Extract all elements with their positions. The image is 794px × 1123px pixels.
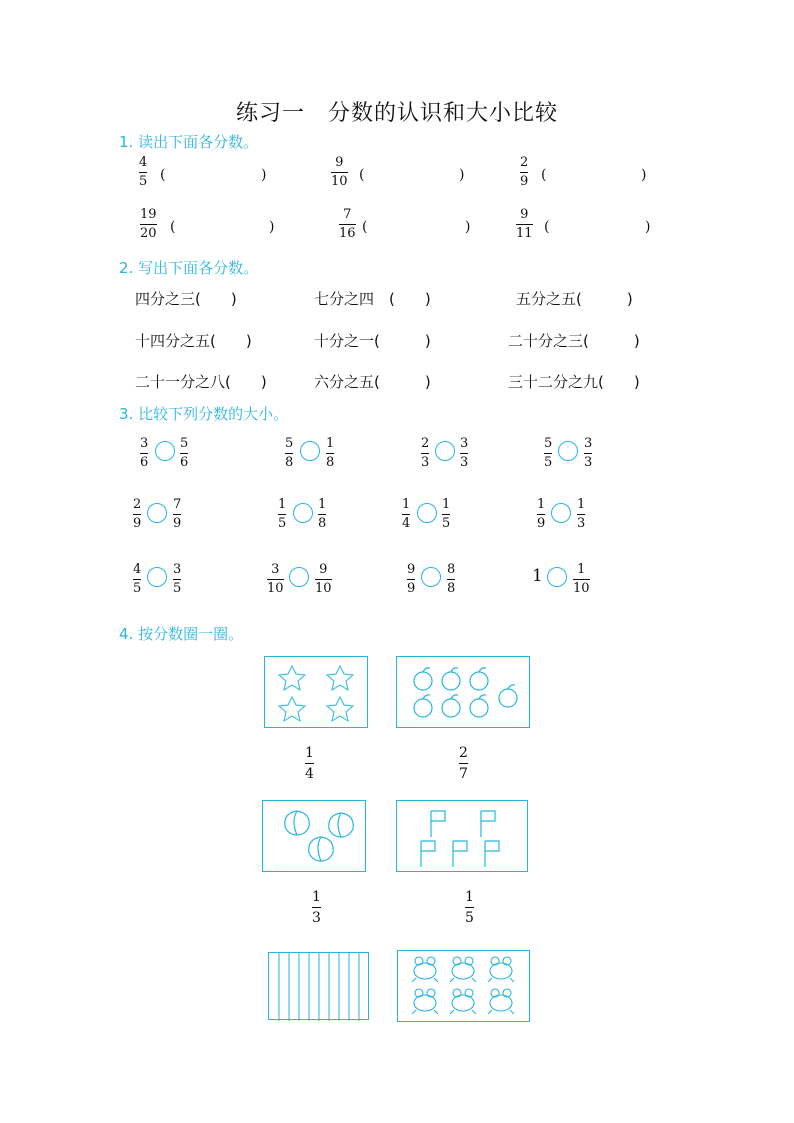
frogs-box[interactable] (397, 950, 530, 1022)
question-4-label: 4. 按分数圈一圈。 (119, 625, 244, 643)
q3-compare-circle-9[interactable] (147, 567, 167, 587)
q1-blank-2-close: ) (459, 167, 465, 183)
q3-compare-circle-4[interactable] (558, 441, 578, 461)
stars-box[interactable] (264, 656, 368, 728)
q1-blank-6-open[interactable]: ( (544, 219, 550, 235)
q2-item-2[interactable]: 七分之四 ( ) (314, 290, 431, 308)
q1-fraction-6: 9 11 (516, 207, 533, 241)
peach-icon (285, 811, 354, 861)
q3-compare-circle-1[interactable] (155, 441, 175, 461)
q3-pair-11-right: 8 8 (447, 562, 456, 596)
q3-pair-9-right: 3 5 (173, 562, 182, 596)
q3-pair-9-left: 4 5 (133, 562, 142, 596)
q3-pair-10-left: 3 10 (267, 562, 284, 596)
q1-fraction-5: 7 16 (339, 207, 356, 241)
q1-fraction-3: 2 9 (520, 155, 529, 189)
star-icon-group (265, 657, 369, 729)
q1-fraction-2: 9 10 (331, 155, 348, 189)
q3-pair-7-right: 1 5 (442, 497, 451, 531)
question-1-label: 1. 读出下面各分数。 (119, 133, 259, 151)
q4-fraction-3: 1 3 (312, 889, 321, 926)
peaches-box[interactable] (262, 800, 366, 872)
q3-compare-circle-12[interactable] (547, 567, 567, 587)
q1-blank-3-open[interactable]: ( (541, 167, 547, 183)
flag-icon-group (397, 801, 529, 873)
q3-pair-8-left: 1 9 (537, 497, 546, 531)
q3-pair-8-right: 1 3 (577, 497, 586, 531)
q1-blank-4-close: ) (269, 219, 275, 235)
q1-fraction-1: 4 5 (139, 155, 148, 189)
q3-compare-circle-3[interactable] (435, 441, 455, 461)
q3-compare-circle-6[interactable] (293, 503, 313, 523)
q3-pair-1-left: 3 6 (140, 436, 149, 470)
q3-pair-12-right: 1 10 (573, 562, 590, 596)
apple-icon-group (397, 657, 531, 729)
q3-pair-3-left: 2 3 (421, 436, 430, 470)
q1-blank-1-open[interactable]: ( (160, 167, 166, 183)
q2-item-8[interactable]: 六分之五( ) (314, 373, 431, 391)
q1-blank-3-close: ) (641, 167, 647, 183)
q3-pair-2-left: 5 8 (285, 436, 294, 470)
q3-pair-6-left: 1 5 (278, 497, 287, 531)
flags-box[interactable] (396, 800, 528, 872)
q3-pair-7-left: 1 4 (402, 497, 411, 531)
frog-icon-group (398, 951, 531, 1023)
q1-blank-6-close: ) (645, 219, 651, 235)
page-title: 练习一 分数的认识和大小比较 (235, 101, 558, 126)
apples-box[interactable] (396, 656, 530, 728)
q3-compare-circle-5[interactable] (147, 503, 167, 523)
q3-compare-circle-8[interactable] (551, 503, 571, 523)
question-2-label: 2. 写出下面各分数。 (119, 259, 259, 277)
q3-compare-circle-7[interactable] (417, 503, 437, 523)
stick-icon-group (269, 953, 370, 1021)
q3-pair-2-right: 1 8 (326, 436, 335, 470)
q3-compare-circle-10[interactable] (289, 567, 309, 587)
q4-fraction-4: 1 5 (465, 889, 474, 926)
q1-blank-5-close: ) (465, 219, 471, 235)
q3-pair-1-right: 5 6 (180, 436, 189, 470)
q4-fraction-2: 2 7 (459, 745, 468, 782)
q3-pair-4-right: 3 3 (584, 436, 593, 470)
q2-item-6[interactable]: 二十分之三( ) (508, 332, 640, 350)
q2-item-1[interactable]: 四分之三( ) (135, 290, 237, 308)
q2-item-7[interactable]: 二十一分之八( ) (135, 373, 267, 391)
question-3-label: 3. 比较下列分数的大小。 (119, 405, 289, 423)
star-icon (279, 666, 353, 721)
q1-blank-4-open[interactable]: ( (170, 219, 176, 235)
sticks-box[interactable] (268, 952, 369, 1020)
peach-icon-group (263, 801, 367, 873)
q3-pair-6-right: 1 8 (318, 497, 327, 531)
q3-pair-10-right: 9 10 (315, 562, 332, 596)
q3-pair-12-left-whole: 1 (532, 566, 543, 586)
q3-pair-3-right: 3 3 (460, 436, 469, 470)
q1-blank-5-open[interactable]: ( (362, 219, 368, 235)
q3-compare-circle-11[interactable] (421, 567, 441, 587)
q4-fraction-1: 1 4 (305, 745, 314, 782)
q3-compare-circle-2[interactable] (300, 441, 320, 461)
q3-pair-5-left: 2 9 (133, 497, 142, 531)
q2-item-5[interactable]: 十分之一( ) (314, 332, 431, 350)
apple-icon (414, 668, 517, 717)
q1-fraction-4: 19 20 (140, 207, 157, 241)
q1-blank-2-open[interactable]: ( (359, 167, 365, 183)
q3-pair-5-right: 7 9 (173, 497, 182, 531)
q3-pair-4-left: 5 5 (544, 436, 553, 470)
q2-item-4[interactable]: 十四分之五( ) (135, 332, 252, 350)
frog-icon (412, 957, 514, 1014)
flag-icon (421, 811, 499, 867)
q3-pair-11-left: 9 9 (407, 562, 416, 596)
q2-item-9[interactable]: 三十二分之九( ) (508, 373, 640, 391)
q1-blank-1-close: ) (261, 167, 267, 183)
q2-item-3[interactable]: 五分之五( ) (516, 290, 633, 308)
stick-icon (279, 953, 359, 1021)
